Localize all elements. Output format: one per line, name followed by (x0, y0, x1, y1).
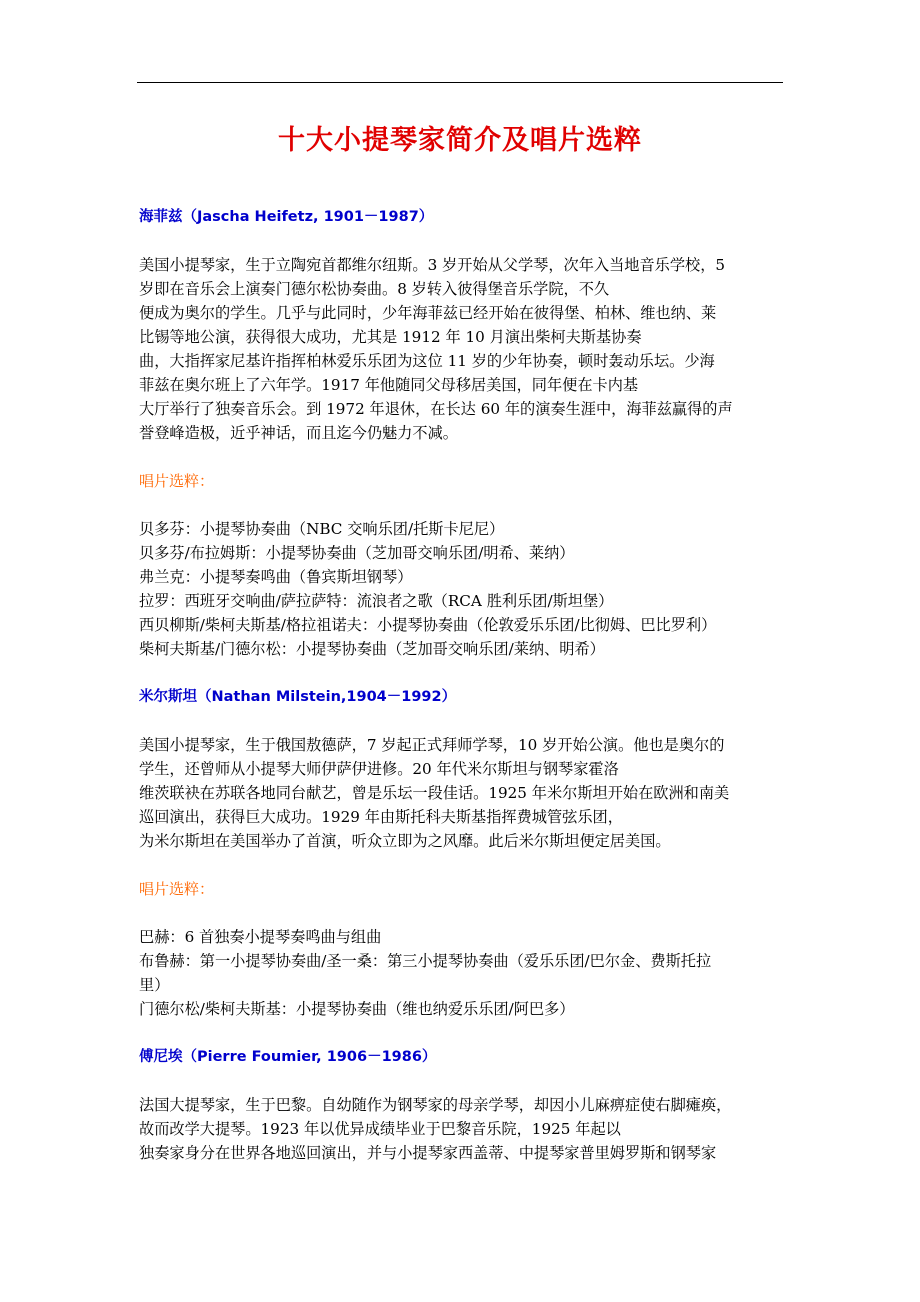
bio-line: 菲兹在奥尔班上了六年学。1917 年他随同父母移居美国，同年便在卡内基 (139, 376, 639, 394)
record-item: 门德尔松/柴柯夫斯基：小提琴协奏曲（维也纳爱乐乐团/阿巴多） (139, 1000, 575, 1018)
record-item: 布鲁赫：第一小提琴协奏曲/圣一桑：第三小提琴协奏曲（爱乐乐团/巴尔金、费斯托拉 (139, 952, 712, 970)
section-heading: 海菲兹（Jascha Heifetz, 1901－1987） (139, 209, 434, 225)
page-title: 十大小提琴家简介及唱片选粹 (278, 125, 642, 156)
bio-line: 维茨联袂在苏联各地同台献艺，曾是乐坛一段佳话。1925 年米尔斯坦开始在欧洲和南美 (139, 784, 730, 802)
section-fournier (139, 1045, 787, 1165)
section-heading: 傅尼埃（Pierre Foumier, 1906－1986） (139, 1049, 437, 1065)
bio-line: 法国大提琴家，生于巴黎。自幼随作为钢琴家的母亲学琴，却因小儿麻痹症使右脚瘫痪， (139, 1096, 732, 1114)
bio-line: 巡回演出，获得巨大成功。1929 年由斯托科夫斯基指挥费城管弦乐团， (139, 808, 623, 826)
bio-line: 大厅举行了独奏音乐会。到 1972 年退休，在长达 60 年的演奏生涯中，海菲兹赢得的声 (139, 400, 733, 418)
record-item: 巴赫：6 首独奏小提琴奏鸣曲与组曲 (139, 928, 382, 946)
records-label: 唱片选粹： (139, 880, 215, 898)
bio-line: 学生，还曾师从小提琴大师伊萨伊进修。20 年代米尔斯坦与钢琴家霍洛 (139, 760, 619, 778)
bio-line: 便成为奥尔的学生。几乎与此同时，少年海菲兹已经开始在彼得堡、柏林、维也纳、莱 (139, 304, 717, 322)
section-heifetz (139, 205, 787, 685)
bio-line: 比锡等地公演，获得很大成功，尤其是 1912 年 10 月演出柴柯夫斯基协奏 (139, 328, 642, 346)
bio-paragraph (139, 253, 787, 445)
bio-line: 曲，大指挥家尼基许指挥柏林爱乐乐团为这位 11 岁的少年协奏，顿时轰动乐坛。少海 (139, 352, 715, 370)
records-list (139, 517, 787, 661)
records-list (139, 925, 787, 1021)
top-rule (137, 82, 783, 83)
record-item: 拉罗：西班牙交响曲/萨拉萨特：流浪者之歌（RCA 胜利乐团/斯坦堡） (139, 592, 614, 610)
section-milstein (139, 685, 787, 1045)
bio-line: 独奏家身分在世界各地巡回演出，并与小提琴家西盖蒂、中提琴家普里姆罗斯和钢琴家 (139, 1144, 717, 1162)
document-body (139, 205, 787, 1165)
record-item: 柴柯夫斯基/门德尔松：小提琴协奏曲（芝加哥交响乐团/莱纳、明希） (139, 640, 605, 658)
bio-line: 为米尔斯坦在美国举办了首演，听众立即为之风靡。此后米尔斯坦便定居美国。 (139, 832, 671, 850)
record-item: 弗兰克：小提琴奏鸣曲（鲁宾斯坦钢琴） (139, 568, 413, 586)
records-label: 唱片选粹： (139, 472, 215, 490)
bio-line: 美国小提琴家，生于俄国敖德萨，7 岁起正式拜师学琴，10 岁开始公演。他也是奥尔的 (139, 736, 725, 754)
record-item: 西贝柳斯/柴柯夫斯基/格拉祖诺夫：小提琴协奏曲（伦敦爱乐乐团/比彻姆、巴比罗利） (139, 616, 717, 634)
bio-line: 美国小提琴家，生于立陶宛首都维尔纽斯。3 岁开始从父学琴，次年入当地音乐学校，5 (139, 256, 726, 274)
record-item: 贝多芬：小提琴协奏曲（NBC 交响乐团/托斯卡尼尼） (139, 520, 505, 538)
record-item: 贝多芬/布拉姆斯：小提琴协奏曲（芝加哥交响乐团/明希、莱纳） (139, 544, 575, 562)
record-item: 里） (139, 976, 170, 994)
bio-line: 故而改学大提琴。1923 年以优异成绩毕业于巴黎音乐院，1925 年起以 (139, 1120, 621, 1138)
section-heading: 米尔斯坦（Nathan Milstein,1904－1992） (139, 689, 457, 705)
bio-line: 誉登峰造极，近乎神话，而且迄今仍魅力不减。 (139, 424, 458, 442)
bio-paragraph (139, 733, 787, 853)
bio-line: 岁即在音乐会上演奏门德尔松协奏曲。8 岁转入彼得堡音乐学院，不久 (139, 280, 610, 298)
bio-paragraph (139, 1093, 787, 1165)
